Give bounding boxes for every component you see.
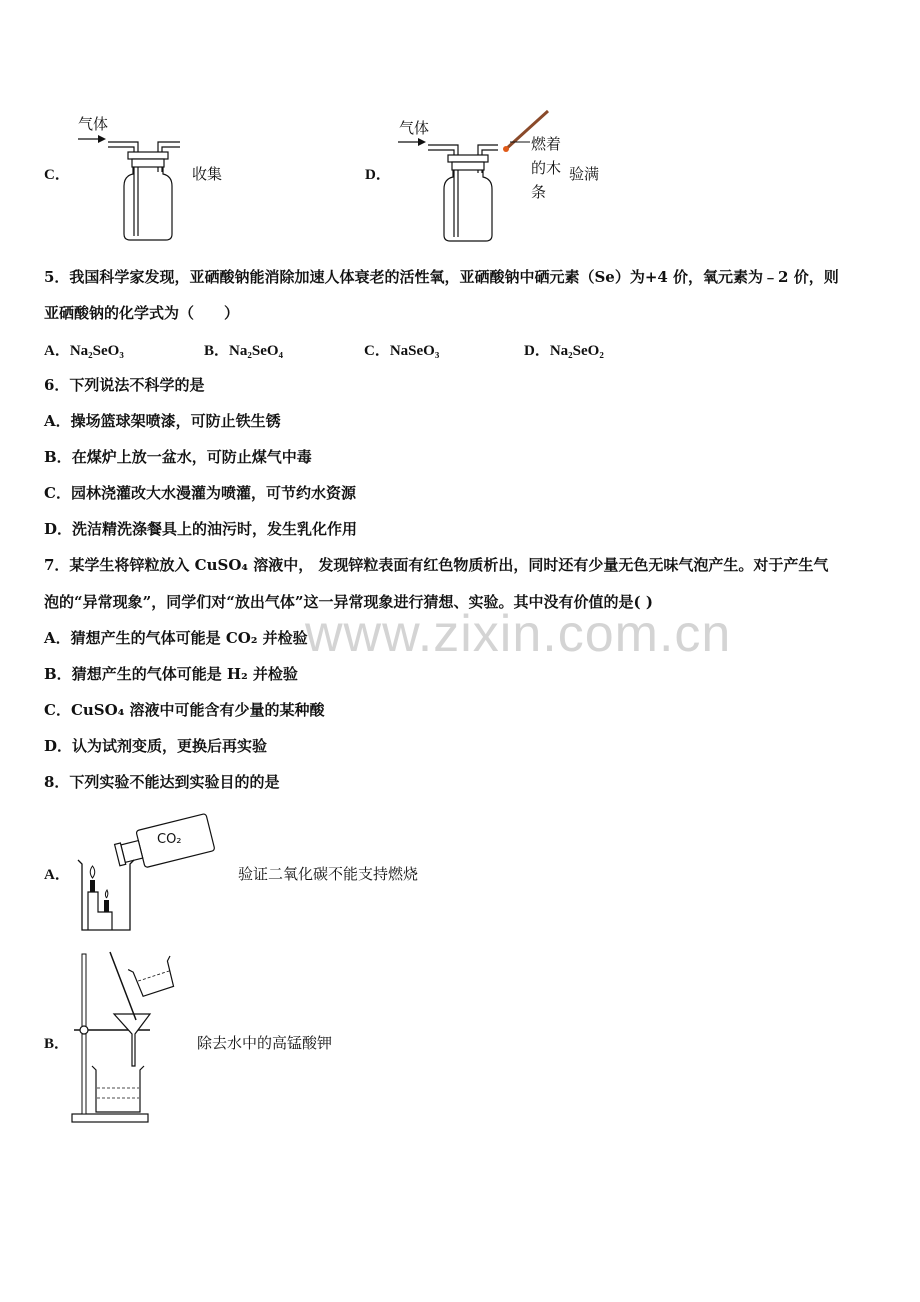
q5-option-c [364, 339, 439, 360]
co2-bottle-label: CO₂ [157, 832, 182, 847]
q5-option-a-label: A． [44, 343, 70, 359]
q4-option-c-label: C． [44, 167, 70, 183]
q7-option-d-label: D． [44, 737, 73, 755]
q7-option-c-label: C． [44, 701, 71, 719]
q8-b-caption: 除去水中的高锰酸钾 [197, 1034, 333, 1052]
q7-option-c-text: CuSO₄ 溶液中可能含有少量的某种酸 [70, 701, 325, 719]
filtration-apparatus-figure [66, 948, 186, 1128]
q7-option-b [44, 663, 298, 684]
q5-option-c-label: C． [364, 343, 390, 359]
q4-d-gas-label: 气体 [399, 119, 430, 137]
q6-option-a-label: A． [44, 412, 71, 430]
q8-stem: 8．下列实验不能达到实验目的的是 [44, 773, 280, 791]
q4-option-d-label: D． [365, 167, 391, 183]
q6-stem: 6．下列说法不科学的是 [44, 376, 205, 394]
q6-option-a-text: 操场篮球架喷漆，可防止铁生锈 [70, 412, 281, 430]
q7-stem-line1: 7．某学生将锌粒放入 CuSO₄ 溶液中， 发现锌粒表面有红色物质析出，同时还有少量无色无味气泡产生。对于产生气 [44, 556, 829, 574]
q5-option-b-label: B． [204, 343, 230, 359]
q7-option-a-label: A． [44, 629, 71, 647]
q4-d-stick-label-3: 条 [531, 183, 547, 201]
q5-option-c-formula: NaSeO₃ [389, 343, 440, 359]
q7-option-a-text: 猜想产生的气体可能是 CO₂ 并检验 [70, 629, 308, 647]
q4-c-gas-label: 气体 [78, 115, 109, 133]
watermark: www.zixin.com.cn [305, 605, 732, 663]
q8-a-caption: 验证二氧化碳不能支持燃烧 [238, 865, 419, 883]
q5-option-b-formula: Na₂SeO₄ [229, 343, 284, 359]
q6-option-c [44, 482, 356, 503]
q7-option-a [44, 627, 308, 648]
q6-option-a [44, 410, 281, 431]
q5-option-a-formula: Na₂SeO₃ [69, 343, 124, 359]
q5-stem-line1: 5．我国科学家发现，亚硒酸钠能消除加速人体衰老的活性氧，亚硒酸钠中硒元素（Se）为+4 价，氧元素为﹣2 价，则 [44, 268, 839, 286]
q5-option-a [44, 339, 124, 360]
q6-option-b [44, 446, 312, 467]
q6-option-b-text: 在煤炉上放一盆水，可防止煤气中毒 [71, 448, 312, 466]
q8-option-a-label: A． [44, 867, 70, 883]
gas-bottle-collect-figure [70, 130, 190, 245]
q7-stem-line2: 泡的“异常现象”，同学们对“放出气体”这一异常现象进行猜想、实验。其中没有价值的是( ) [44, 593, 653, 611]
q8-option-b-label: B． [44, 1036, 70, 1052]
q4-c-caption: 收集 [192, 165, 223, 183]
q7-option-b-label: B． [44, 665, 72, 683]
q4-d-stick-label-2: 的木 [531, 159, 562, 177]
q6-option-c-text: 园林浇灌改大水漫灌为喷灌，可节约水资源 [70, 484, 356, 502]
co2-candle-beaker-figure [74, 808, 224, 938]
q6-option-d-text: 洗洁精洗涤餐具上的油污时，发生乳化作用 [72, 520, 358, 538]
q5-stem-line2: 亚硒酸钠的化学式为（ ） [44, 304, 240, 322]
q5-option-b [204, 339, 283, 360]
q4-d-caption: 验满 [569, 165, 600, 183]
q6-option-b-label: B． [44, 448, 72, 466]
q7-option-d [44, 735, 267, 756]
q5-option-d [524, 339, 604, 360]
q5-option-d-formula: Na₂SeO₂ [549, 343, 604, 359]
q7-option-d-text: 认为试剂变质，更换后再实验 [72, 737, 268, 755]
q6-option-d-label: D． [44, 520, 73, 538]
q7-option-c [44, 699, 325, 720]
q6-option-d [44, 518, 357, 539]
q5-option-d-label: D． [524, 343, 550, 359]
q7-option-b-text: 猜想产生的气体可能是 H₂ 并检验 [71, 665, 298, 683]
q4-d-stick-label-1: 燃着 [531, 135, 562, 153]
q6-option-c-label: C． [44, 484, 71, 502]
